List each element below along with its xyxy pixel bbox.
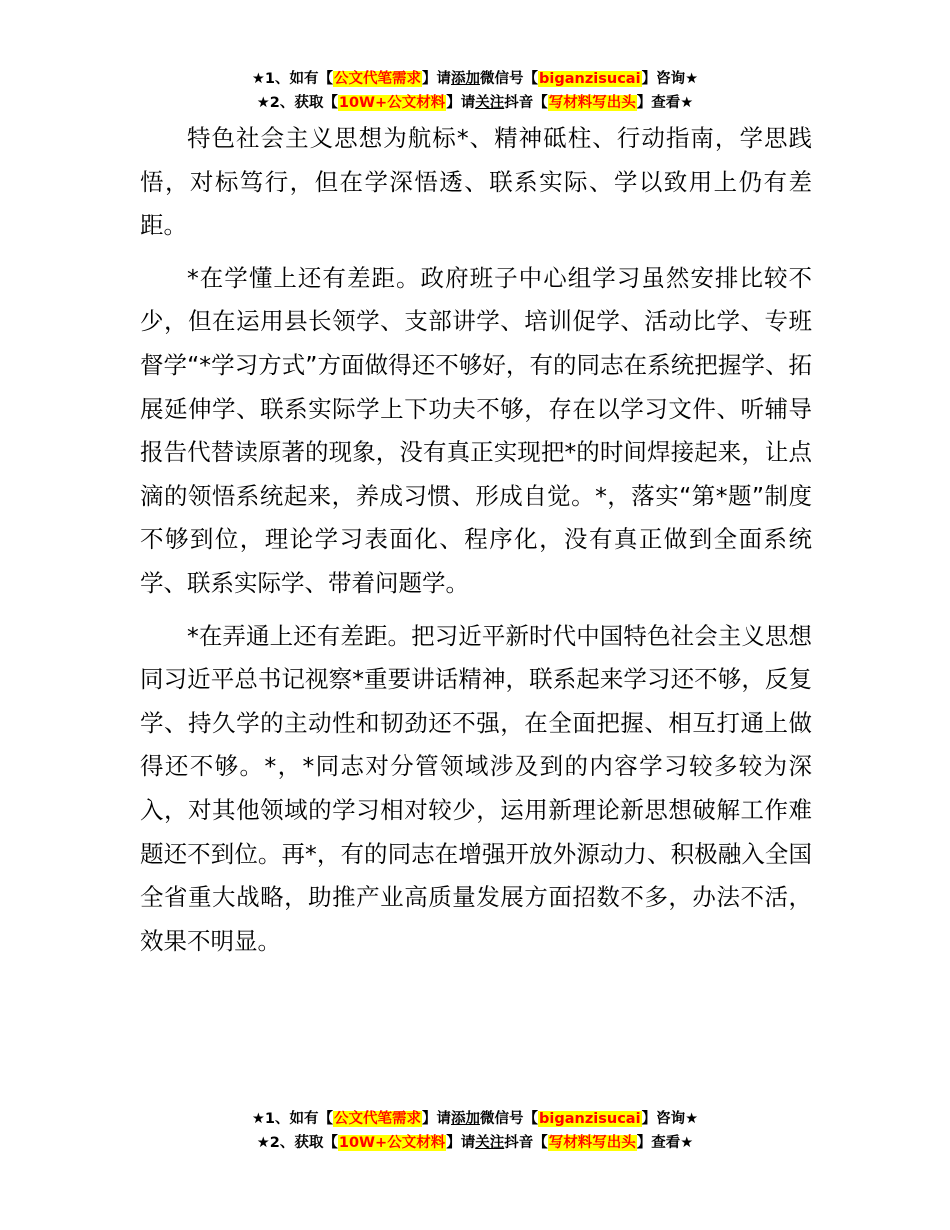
header-ad-line-1-pre: ★1、如有【 (251, 71, 334, 87)
document-body (140, 117, 812, 972)
footer-ad-line-2-post: 】查看★ (636, 1135, 694, 1151)
header-ad-line-1-highlight-service: 公文代笔需求 (334, 71, 422, 87)
header-ad-line-2-post: 】查看★ (636, 95, 694, 111)
header-ad-line-1-post: 】咨询★ (641, 71, 699, 87)
footer-ad-line-2-highlight-materials: 10W+公文材料 (338, 1135, 446, 1151)
footer-ad-line-2-mid2: 抖音【 (504, 1135, 548, 1151)
footer-ad-line-2-mid1: 】请 (446, 1135, 476, 1151)
header-ad-line-2-underlined: 关注 (475, 95, 505, 111)
footer-ad-line-2-highlight-douyin: 写材料写出头 (548, 1135, 636, 1151)
footer-ad-line-2-pre: ★2、获取【 (256, 1135, 338, 1151)
header-ad-line-1-highlight-wechat-id: biganzisucai (539, 71, 641, 87)
header-ad-block (0, 67, 950, 115)
footer-ad-line-1-highlight-service: 公文代笔需求 (334, 1111, 422, 1127)
footer-ad-line-1-mid2: 微信号【 (480, 1111, 539, 1127)
body-paragraph-2: *在学懂上还有差距。政府班子中心组学习虽然安排比较不少，但在运用县长领学、支部讲学、培训促学、活动比学、专班督学“*学习方式”方面做得还不够好，有的同志在系统把握学、拓展延伸学、联系实际学上下功夫不够，存在以学习文件、听辅导报告代替读原著的现象，没有真正实现把*的时间焊接起来，让点滴的领悟系统起来，养成习惯、形成自觉。*，落实“第*题”制度不够到位，理论学习表面化、程序化，没有真正做到全面系统学、联系实际学、带着问题学。 (140, 263, 812, 597)
footer-ad-line-1-post: 】咨询★ (641, 1111, 699, 1127)
body-paragraph-1: 特色社会主义思想为航标*、精神砥柱、行动指南，学思践悟，对标笃行，但在学深悟透、联系实际、学以致用上仍有差距。 (140, 124, 812, 240)
footer-ad-line-1-underlined: 添加 (451, 1111, 481, 1127)
footer-ad-line-2 (0, 1131, 950, 1155)
footer-ad-block (0, 1107, 950, 1155)
header-ad-line-2-mid1: 】请 (446, 95, 476, 111)
header-ad-line-2-pre: ★2、获取【 (256, 95, 338, 111)
footer-ad-line-1-highlight-wechat-id: biganzisucai (539, 1111, 641, 1127)
footer-ad-line-2-underlined: 关注 (475, 1135, 505, 1151)
header-ad-line-1-mid2: 微信号【 (480, 71, 539, 87)
footer-ad-line-1 (0, 1107, 950, 1131)
body-paragraph-3: *在弄通上还有差距。把习近平新时代中国特色社会主义思想同习近平总书记视察*重要讲话精神，联系起来学习还不够，反复学、持久学的主动性和韧劲还不强，在全面把握、相互打通上做得还不够。*，*同志对分管领域涉及到的内容学习较多较为深入，对其他领域的学习相对较少，运用新理论新思想破解工作难题还不到位。再*，有的同志在增强开放外源动力、积极融入全国全省重大战略，助推产业高质量发展方面招数不多，办法不活，效果不明显。 (140, 621, 812, 955)
footer-ad-line-1-pre: ★1、如有【 (251, 1111, 334, 1127)
header-ad-line-2-highlight-douyin: 写材料写出头 (548, 95, 636, 111)
header-ad-line-2 (0, 91, 950, 115)
header-ad-line-1-mid1: 】请 (422, 71, 452, 87)
header-ad-line-1-underlined: 添加 (451, 71, 481, 87)
header-ad-line-2-mid2: 抖音【 (504, 95, 548, 111)
footer-ad-line-1-mid1: 】请 (422, 1111, 452, 1127)
header-ad-line-1 (0, 67, 950, 91)
header-ad-line-2-highlight-materials: 10W+公文材料 (338, 95, 446, 111)
